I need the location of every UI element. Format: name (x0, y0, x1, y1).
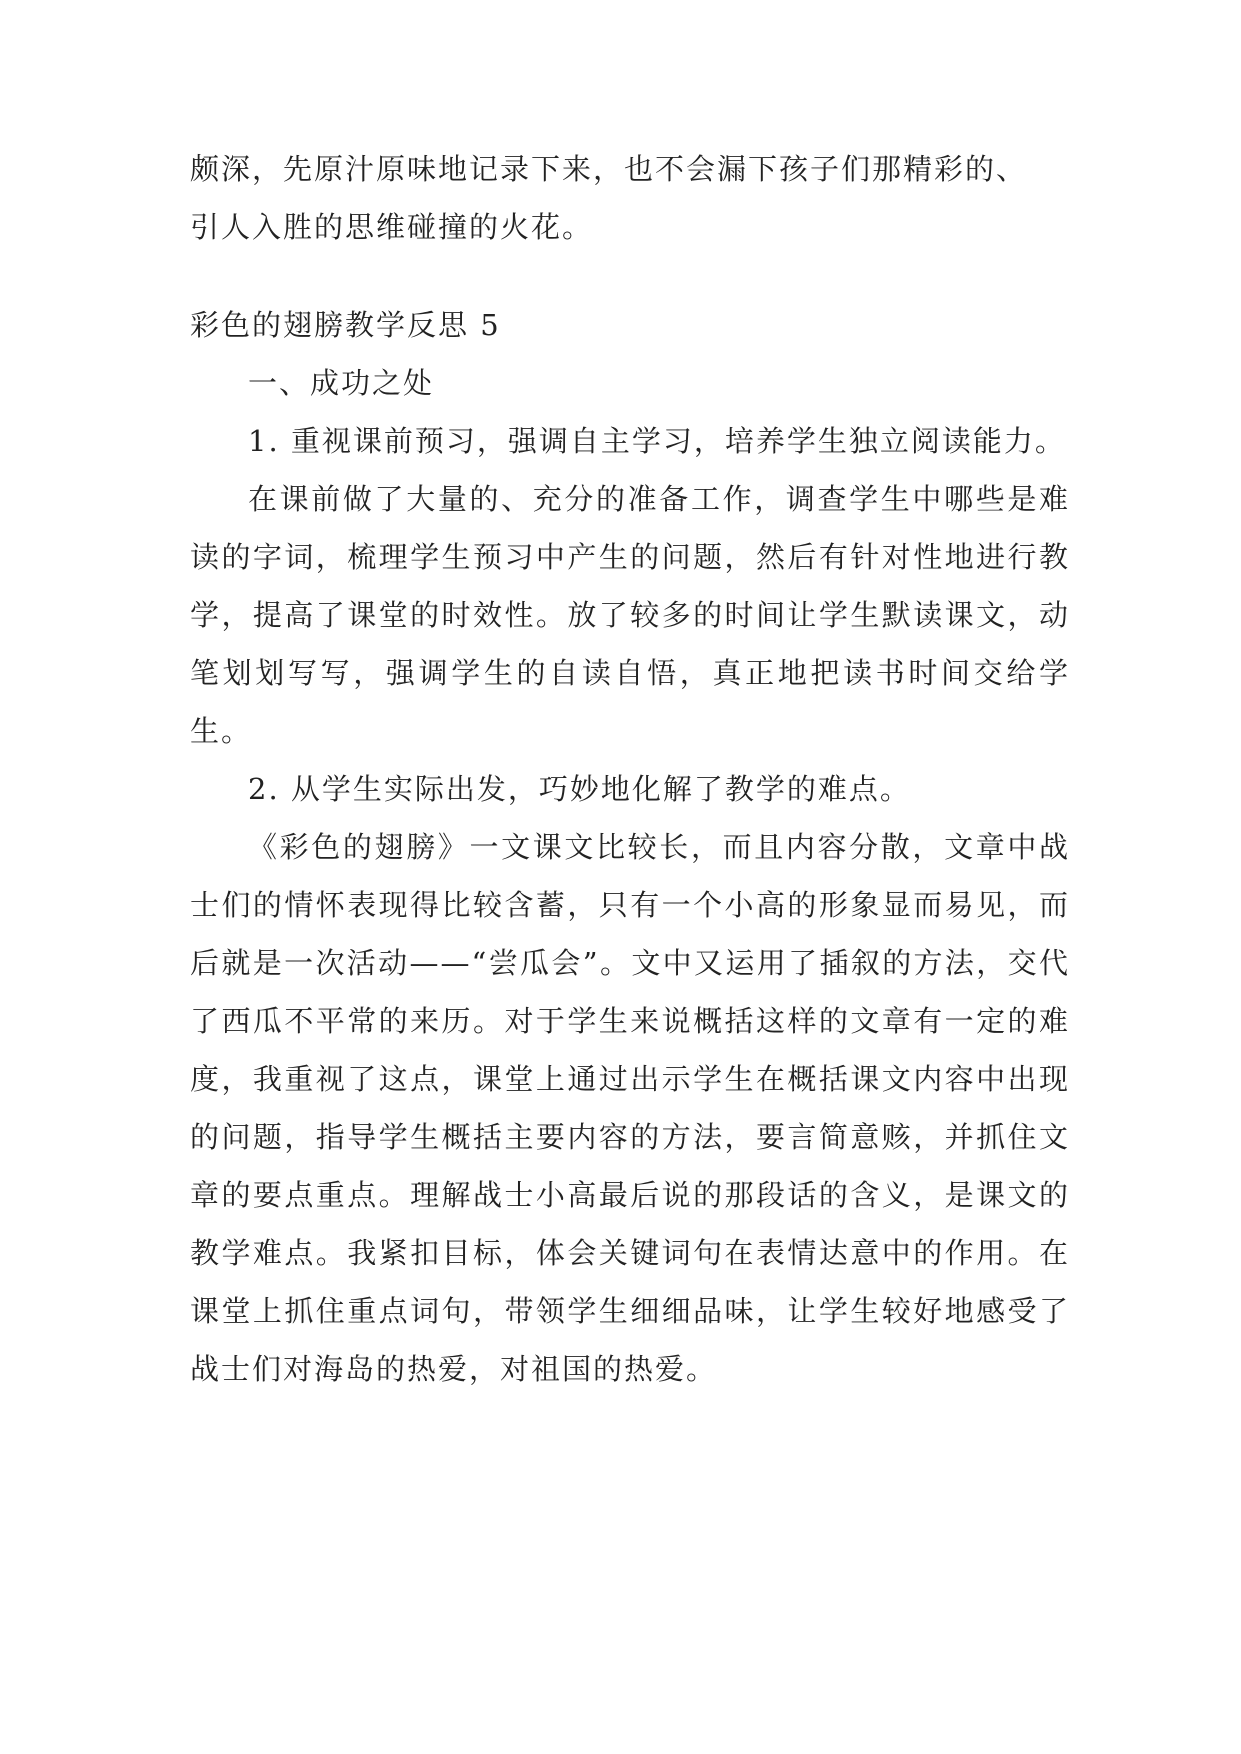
point-1-title: 1. 重视课前预习，强调自主学习，培养学生独立阅读能力。 (248, 424, 1066, 458)
carryover-line-1: 颇深，先原汁原味地记录下来，也不会漏下孩子们那精彩的、 (190, 152, 1028, 186)
carryover-paragraph (190, 140, 1070, 256)
section-body (190, 296, 1070, 1398)
point-2-title: 2. 从学生实际出发，巧妙地化解了教学的难点。 (248, 772, 911, 806)
subheading-success: 一、成功之处 (248, 366, 435, 400)
carryover-line-2: 引人入胜的思维碰撞的火花。 (190, 210, 594, 244)
point-1-body: 在课前做了大量的、充分的准备工作，调查学生中哪些是难读的字词，梳理学生预习中产生的问题，然后有针对性地进行教学，提高了课堂的时效性。放了较多的时间让学生默读课文，动笔划划写写，强调学生的自读自悟，真正地把读书时间交给学生。 (190, 482, 1070, 748)
section-title: 彩色的翅膀教学反思 5 (190, 308, 501, 342)
point-2-body: 《彩色的翅膀》一文课文比较长，而且内容分散，文章中战士们的情怀表现得比较含蓄，只有一个小高的形象显而易见，而后就是一次活动——“尝瓜会”。文中又运用了插叙的方法，交代了西瓜不平常的来历。对于学生来说概括这样的文章有一定的难度，我重视了这点，课堂上通过出示学生在概括课文内容中出现的问题，指导学生概括主要内容的方法，要言简意赅，并抓住文章的要点重点。理解战士小高最后说的那段话的含义，是课文的教学难点。我紧扣目标，体会关键词句在表情达意中的作用。在课堂上抓住重点词句，带领学生细细品味，让学生较好地感受了战士们对海岛的热爱，对祖国的热爱。 (190, 830, 1070, 1386)
